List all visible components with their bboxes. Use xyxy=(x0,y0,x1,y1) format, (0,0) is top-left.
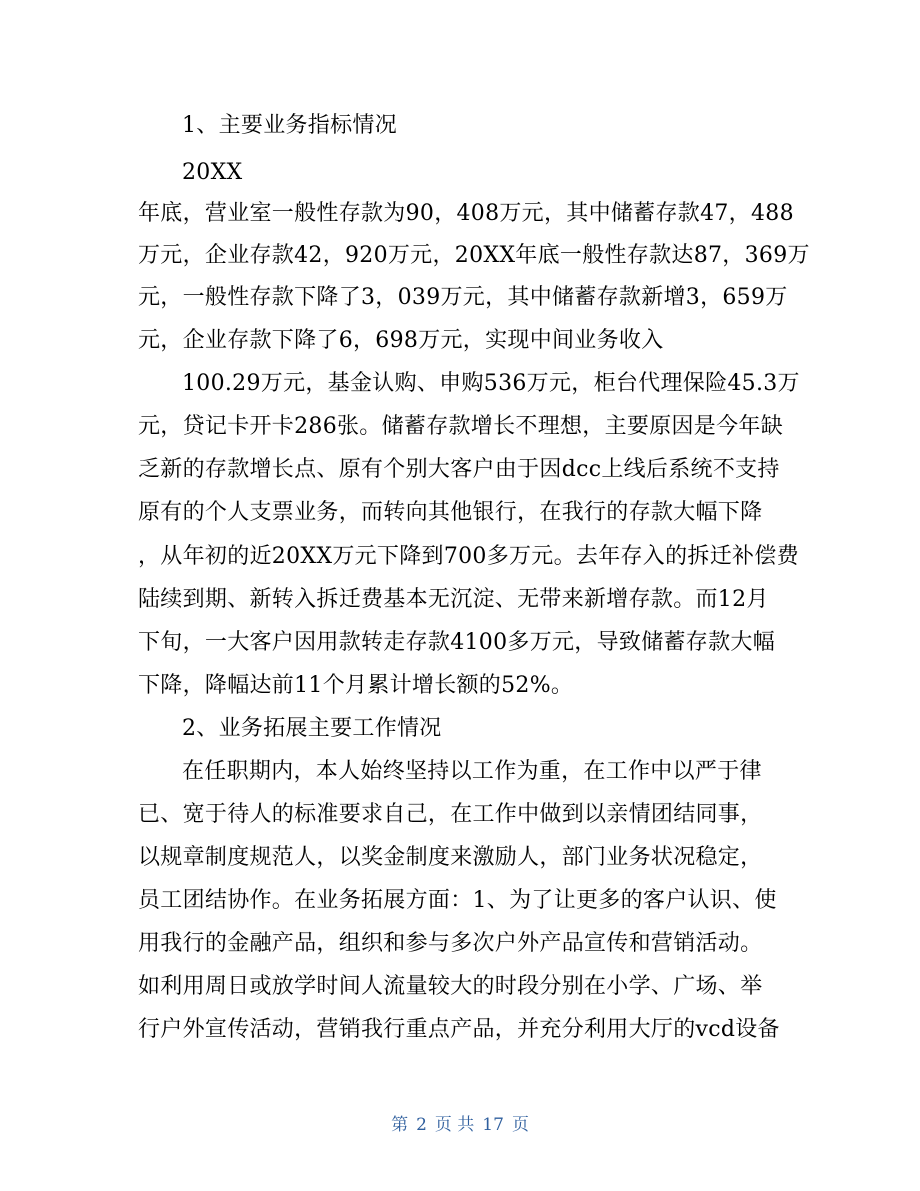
paragraph-line: 100.29万元，基金认购、申购536万元，柜台代理保险45.3万 xyxy=(182,371,800,396)
paragraph-line: 年底，营业室一般性存款为90，408万元，其中储蓄存款47，488 xyxy=(138,201,794,226)
paragraph-line: 下降，降幅达前11个月累计增长额的52%。 xyxy=(138,673,574,698)
paragraph-line: ，从年初的近20XX万元下降到700多万元。去年存入的拆迁补偿费 xyxy=(138,544,799,569)
paragraph-line: 行户外宣传活动，营销我行重点产品，并充分利用大厅的vcd设备 xyxy=(138,1017,780,1042)
footer-suffix: 页 xyxy=(511,1115,529,1135)
paragraph-line: 元，贷记卡开卡286张。储蓄存款增长不理想，主要原因是今年缺 xyxy=(138,414,783,439)
paragraph-line: 乏新的存款增长点、原有个别大客户由于因dcc上线后系统不支持 xyxy=(138,457,780,482)
paragraph-line: 已、宽于待人的标准要求自己，在工作中做到以亲情团结同事， xyxy=(138,802,763,827)
paragraph-line: 元，一般性存款下降了3，039万元，其中储蓄存款新增3，659万 xyxy=(138,285,788,310)
footer-middle: 页 共 xyxy=(434,1115,475,1135)
paragraph-line: 如利用周日或放学时间人流量较大的时段分别在小学、广场、举 xyxy=(138,974,763,999)
current-page-number: 2 xyxy=(416,1115,427,1135)
paragraph-line: 元，企业存款下降了6，698万元，实现中间业务收入 xyxy=(138,328,664,353)
section-heading-1: 1、主要业务指标情况 xyxy=(182,113,397,138)
paragraph-line: 员工团结协作。在业务拓展方面：1、为了让更多的客户认识、使 xyxy=(138,888,777,913)
paragraph-line: 原有的个人支票业务，而转向其他银行，在我行的存款大幅下降 xyxy=(138,500,763,525)
paragraph-line: 20XX xyxy=(182,160,243,185)
paragraph-line: 以规章制度规范人，以奖金制度来激励人，部门业务状况稳定， xyxy=(138,845,763,870)
total-page-count: 17 xyxy=(482,1115,504,1135)
section-heading-2: 2、业务拓展主要工作情况 xyxy=(182,716,442,741)
paragraph-line: 下旬，一大客户因用款转走存款4100多万元，导致储蓄存款大幅 xyxy=(138,630,775,655)
paragraph-line: 用我行的金融产品，组织和参与多次户外产品宣传和营销活动。 xyxy=(138,931,763,956)
paragraph-line: 在任职期内，本人始终坚持以工作为重，在工作中以严于律 xyxy=(182,759,762,784)
page-number-footer xyxy=(0,1114,920,1136)
footer-prefix: 第 xyxy=(391,1115,409,1135)
paragraph-line: 陆续到期、新转入拆迁费基本无沉淀、无带来新增存款。而12月 xyxy=(138,587,769,612)
paragraph-line: 万元，企业存款42，920万元，20XX年底一般性存款达87，369万 xyxy=(138,243,810,268)
